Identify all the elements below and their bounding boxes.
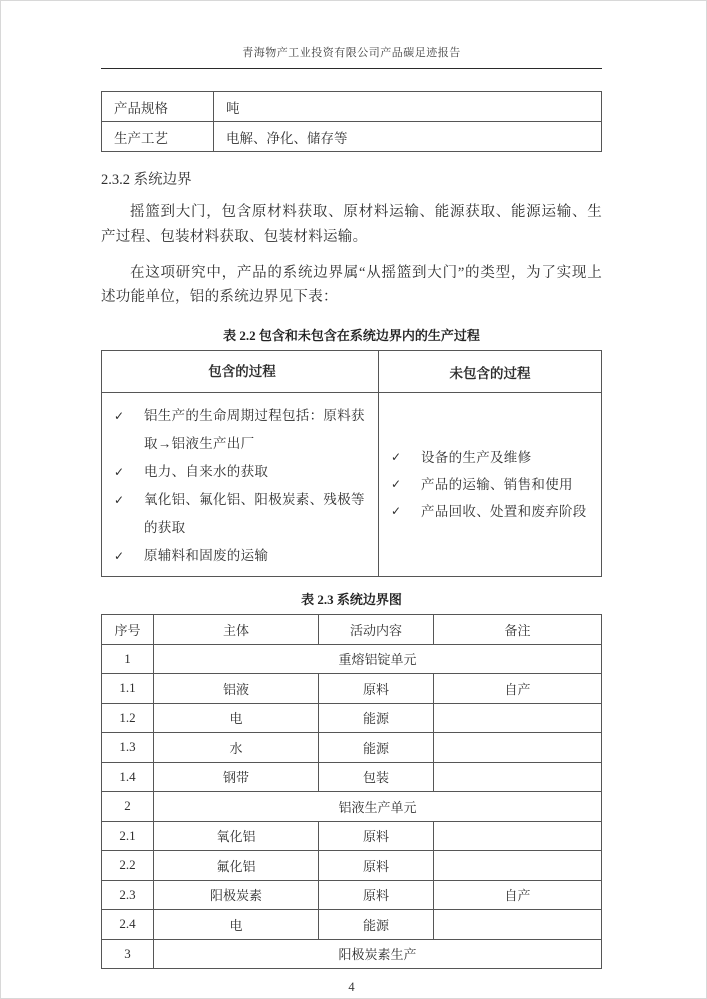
- cell-no: 3: [102, 939, 154, 969]
- table23-title: 表 2.3 系统边界图: [301, 592, 402, 608]
- column-header: 主体: [154, 615, 319, 645]
- cell-no: 1.3: [102, 733, 154, 763]
- cell-note: [434, 910, 602, 940]
- column-header: 包含的过程: [102, 351, 379, 393]
- table-row: [102, 939, 602, 969]
- cell-subject: 钢带: [154, 762, 319, 792]
- table-row: [102, 674, 602, 704]
- list-item-text: 设备的生产及维修: [421, 450, 532, 466]
- cell-subject: 水: [154, 733, 319, 763]
- table-row: [102, 792, 602, 822]
- check-icon: ✓: [114, 493, 125, 508]
- cell-no: 2.4: [102, 910, 154, 940]
- cell-activity: 原料: [319, 674, 434, 704]
- included-cell: [102, 393, 379, 577]
- cell-activity: 能源: [319, 910, 434, 940]
- check-icon: ✓: [114, 465, 125, 480]
- table-header-row: [102, 615, 602, 645]
- check-icon: ✓: [391, 477, 402, 492]
- table-row: [102, 92, 602, 122]
- table-header-row: [102, 351, 602, 393]
- cell-subject: 电: [154, 703, 319, 733]
- cell-activity: 能源: [319, 703, 434, 733]
- table-row: [102, 644, 602, 674]
- cell-subject: 电: [154, 910, 319, 940]
- cell-note: [434, 733, 602, 763]
- header-title: 青海物产工业投资有限公司产品碳足迹报告: [242, 47, 461, 59]
- cell-activity: 能源: [319, 733, 434, 763]
- column-header: 备注: [434, 615, 602, 645]
- paragraph: 在这项研究中，产品的系统边界属“从摇篮到大门”的类型，为了实现上述功能单位，铝的系统边界见下表：: [101, 264, 602, 306]
- spec-value-cell: 电解、净化、储存等: [214, 122, 602, 152]
- list-item: [387, 471, 597, 498]
- cell-merged: 重熔铝锭单元: [154, 644, 602, 674]
- cell-no: 2.3: [102, 880, 154, 910]
- cell-merged: 阳极炭素生产: [154, 939, 602, 969]
- table23: [101, 614, 602, 969]
- cell-no: 1.1: [102, 674, 154, 704]
- cell-activity: 原料: [319, 851, 434, 881]
- spec-label-cell: 生产工艺: [102, 122, 214, 152]
- cell-no: 1: [102, 644, 154, 674]
- cell-note: [434, 703, 602, 733]
- paragraph: 摇篮到大门，包含原材料获取、原材料运输、能源获取、能源运输、生产过程、包装材料获取、包装材料运输。: [101, 204, 602, 245]
- table-row: [102, 762, 602, 792]
- list-item-text: 产品回收、处置和废弃阶段: [421, 504, 587, 520]
- table22-title: 表 2.2 包含和未包含在系统边界内的生产过程: [223, 328, 480, 344]
- table-row: [102, 393, 602, 577]
- spec-value-cell: 吨: [214, 92, 602, 122]
- cell-note: [434, 851, 602, 881]
- table-row: [102, 821, 602, 851]
- table-row: [102, 910, 602, 940]
- cell-activity: 原料: [319, 880, 434, 910]
- section-heading: 2.3.2 系统边界: [101, 172, 192, 188]
- list-item: [110, 542, 374, 570]
- table-row: [102, 703, 602, 733]
- cell-merged: 铝液生产单元: [154, 792, 602, 822]
- list-item-text: 产品的运输、销售和使用: [421, 477, 573, 493]
- table-row: [102, 122, 602, 152]
- cell-note: [434, 821, 602, 851]
- cell-activity: 包装: [319, 762, 434, 792]
- check-icon: ✓: [391, 450, 402, 465]
- page-header: [101, 44, 602, 69]
- table-row: [102, 880, 602, 910]
- cell-subject: 阳极炭素: [154, 880, 319, 910]
- list-item: [387, 444, 597, 471]
- list-item: [387, 498, 597, 525]
- check-icon: ✓: [114, 549, 125, 564]
- page-content: [101, 1, 602, 995]
- cell-note: [434, 762, 602, 792]
- cell-subject: 氟化铝: [154, 851, 319, 881]
- list-item: [110, 402, 374, 458]
- column-header: 未包含的过程: [379, 351, 602, 393]
- cell-no: 1.4: [102, 762, 154, 792]
- cell-no: 2: [102, 792, 154, 822]
- cell-note: 自产: [434, 880, 602, 910]
- cell-subject: 铝液: [154, 674, 319, 704]
- cell-subject: 氧化铝: [154, 821, 319, 851]
- excluded-cell: [379, 393, 602, 577]
- cell-no: 1.2: [102, 703, 154, 733]
- cell-no: 2.1: [102, 821, 154, 851]
- list-item-text: 电力、自来水的获取: [144, 464, 269, 480]
- cell-no: 2.2: [102, 851, 154, 881]
- column-header: 活动内容: [319, 615, 434, 645]
- list-item-text: 氧化铝、氟化铝、阳极炭素、残极等的获取: [144, 492, 365, 536]
- check-icon: ✓: [391, 504, 402, 519]
- cell-note: 自产: [434, 674, 602, 704]
- list-item-text: 铝生产的生命周期过程包括：原料获取→铝液生产出厂: [144, 408, 365, 452]
- cell-activity: 原料: [319, 821, 434, 851]
- spec-label-cell: 产品规格: [102, 92, 214, 122]
- list-item: [110, 486, 374, 542]
- page-number: 4: [348, 980, 355, 995]
- list-item: [110, 458, 374, 486]
- list-item-text: 原辅料和固废的运输: [144, 548, 269, 564]
- table-row: [102, 851, 602, 881]
- check-icon: ✓: [114, 409, 125, 424]
- spec-table: [101, 91, 602, 152]
- column-header: 序号: [102, 615, 154, 645]
- table22: [101, 350, 602, 577]
- table-row: [102, 733, 602, 763]
